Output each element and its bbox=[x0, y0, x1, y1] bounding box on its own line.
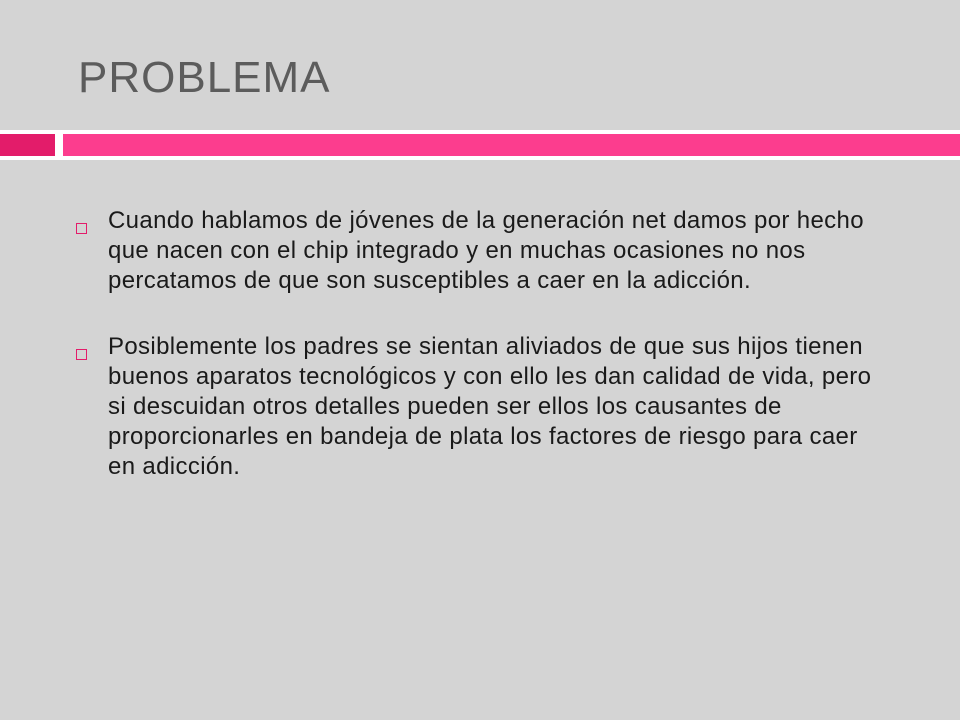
hollow-square-bullet-icon bbox=[76, 349, 87, 360]
bullet-list bbox=[76, 206, 876, 518]
bullet-item bbox=[76, 332, 876, 482]
divider-accent-left bbox=[0, 134, 55, 156]
slide-title: PROBLEMA bbox=[78, 53, 331, 102]
title-divider bbox=[0, 130, 960, 160]
bullet-text: Cuando hablamos de jóvenes de la generación net damos por hecho que nacen con el chip integrado y en muchas ocasiones no nos percatamos de que son susceptibles a caer en la adicción. bbox=[108, 207, 864, 294]
hollow-square-bullet-icon bbox=[76, 223, 87, 234]
bullet-item bbox=[76, 206, 876, 296]
divider-accent-right bbox=[63, 134, 960, 156]
bullet-text: Posiblemente los padres se sientan aliviados de que sus hijos tienen buenos aparatos tecnológicos y con ello les dan calidad de vida, pero si descuidan otros detalles pueden ser ellos los causantes de proporcionarles en bandeja de plata los factores de riesgo para caer en adicción. bbox=[108, 333, 872, 480]
